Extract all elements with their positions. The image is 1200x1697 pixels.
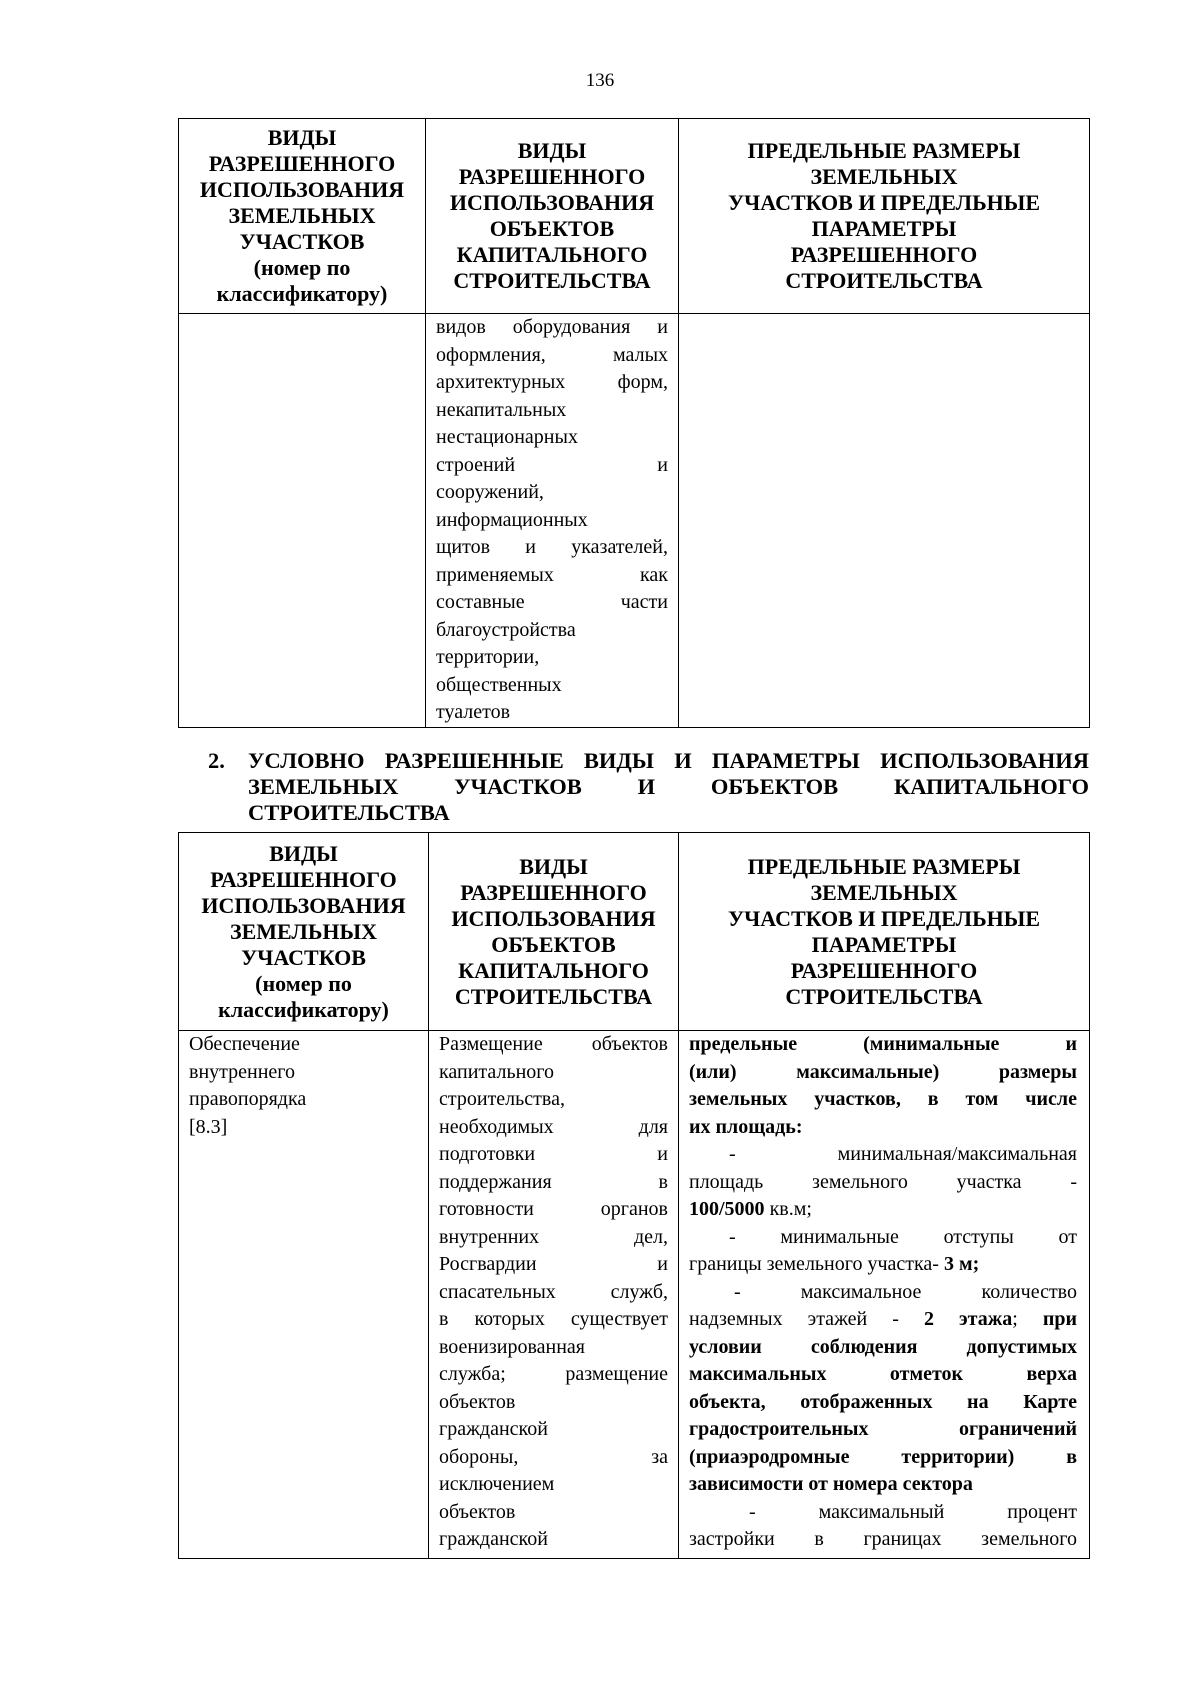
- table1-cell-land-use: [179, 314, 426, 728]
- table-header-row: [179, 833, 1090, 1031]
- section-number: 2.: [208, 748, 225, 773]
- section-heading: [178, 748, 1089, 826]
- section-title-line: ЗЕМЕЛЬНЫХ УЧАСТКОВ И ОБЪЕКТОВ КАПИТАЛЬНОГО: [248, 774, 1089, 799]
- page-number: 136: [585, 70, 615, 91]
- table2-cell-land-use: Обеспечение внутреннего правопорядка [8.3]: [179, 1031, 429, 1559]
- table2-cell-limit-parameters: предельные (минимальные и (или) максимальные) размеры земельных участков, в том числе их площадь: - минимальная/максимальная площадь земельного участка - 100/5000 кв.м; - минимальные отступы от границы земельного участка- 3 м; - максимальное количество надземных этажей - 2 этажа; при условии соблюдения допустимых максимальных отметок верха объекта, отображенных на Карте градостроительных ограничений (приаэродромные территории) в зависимости от номера сектора - максимальный процент застройки в границах земельного: [679, 1031, 1090, 1559]
- table-row: [179, 1031, 1090, 1559]
- header-col-limit-parameters: ПРЕДЕЛЬНЫЕ РАЗМЕРЫ ЗЕМЕЛЬНЫХ УЧАСТКОВ И ПРЕДЕЛЬНЫЕ ПАРАМЕТРЫ РАЗРЕШЕННОГО СТРОИТЕЛЬСТВА: [679, 833, 1090, 1031]
- table-row: [179, 314, 1090, 728]
- table1-cell-limit-parameters: [679, 314, 1090, 728]
- header-col-capital-construction: ВИДЫ РАЗРЕШЕННОГО ИСПОЛЬЗОВАНИЯ ОБЪЕКТОВ КАПИТАЛЬНОГО СТРОИТЕЛЬСТВА: [429, 833, 679, 1031]
- table2-cell-capital-construction: Размещение объектов капитального строительства, необходимых для подготовки и поддержания в готовности органов внутренних дел, Росгвардии и спасательных служб, в которых существует военизированная служба; размещение объектов гражданской обороны, за исключением объектов гражданской: [429, 1031, 679, 1559]
- section-title-line: УСЛОВНО РАЗРЕШЕННЫЕ ВИДЫ И ПАРАМЕТРЫ ИСПОЛЬЗОВАНИЯ: [248, 748, 1089, 773]
- header-col-limit-parameters: ПРЕДЕЛЬНЫЕ РАЗМЕРЫ ЗЕМЕЛЬНЫХ УЧАСТКОВ И ПРЕДЕЛЬНЫЕ ПАРАМЕТРЫ РАЗРЕШЕННОГО СТРОИТЕЛЬСТВА: [679, 119, 1090, 314]
- table1-cell-capital-construction: видов оборудования и оформления, малых архитектурных форм, некапитальных нестационарных строений и сооружений, информационных щитов и указателей, применяемых как составные части благоустройства территории, общественных туалетов: [426, 314, 679, 728]
- header-col-land-use: ВИДЫ РАЗРЕШЕННОГО ИСПОЛЬЗОВАНИЯ ЗЕМЕЛЬНЫХ УЧАСТКОВ (номер по классификатору): [179, 119, 426, 314]
- header-col-land-use: ВИДЫ РАЗРЕШЕННОГО ИСПОЛЬЗОВАНИЯ ЗЕМЕЛЬНЫХ УЧАСТКОВ (номер по классификатору): [179, 833, 429, 1031]
- table-conditionally-permitted-uses: [178, 832, 1090, 1559]
- table-permitted-uses: [178, 118, 1090, 728]
- section-title-line: СТРОИТЕЛЬСТВА: [248, 800, 450, 825]
- header-col-capital-construction: ВИДЫ РАЗРЕШЕННОГО ИСПОЛЬЗОВАНИЯ ОБЪЕКТОВ КАПИТАЛЬНОГО СТРОИТЕЛЬСТВА: [426, 119, 679, 314]
- table-header-row: [179, 119, 1090, 314]
